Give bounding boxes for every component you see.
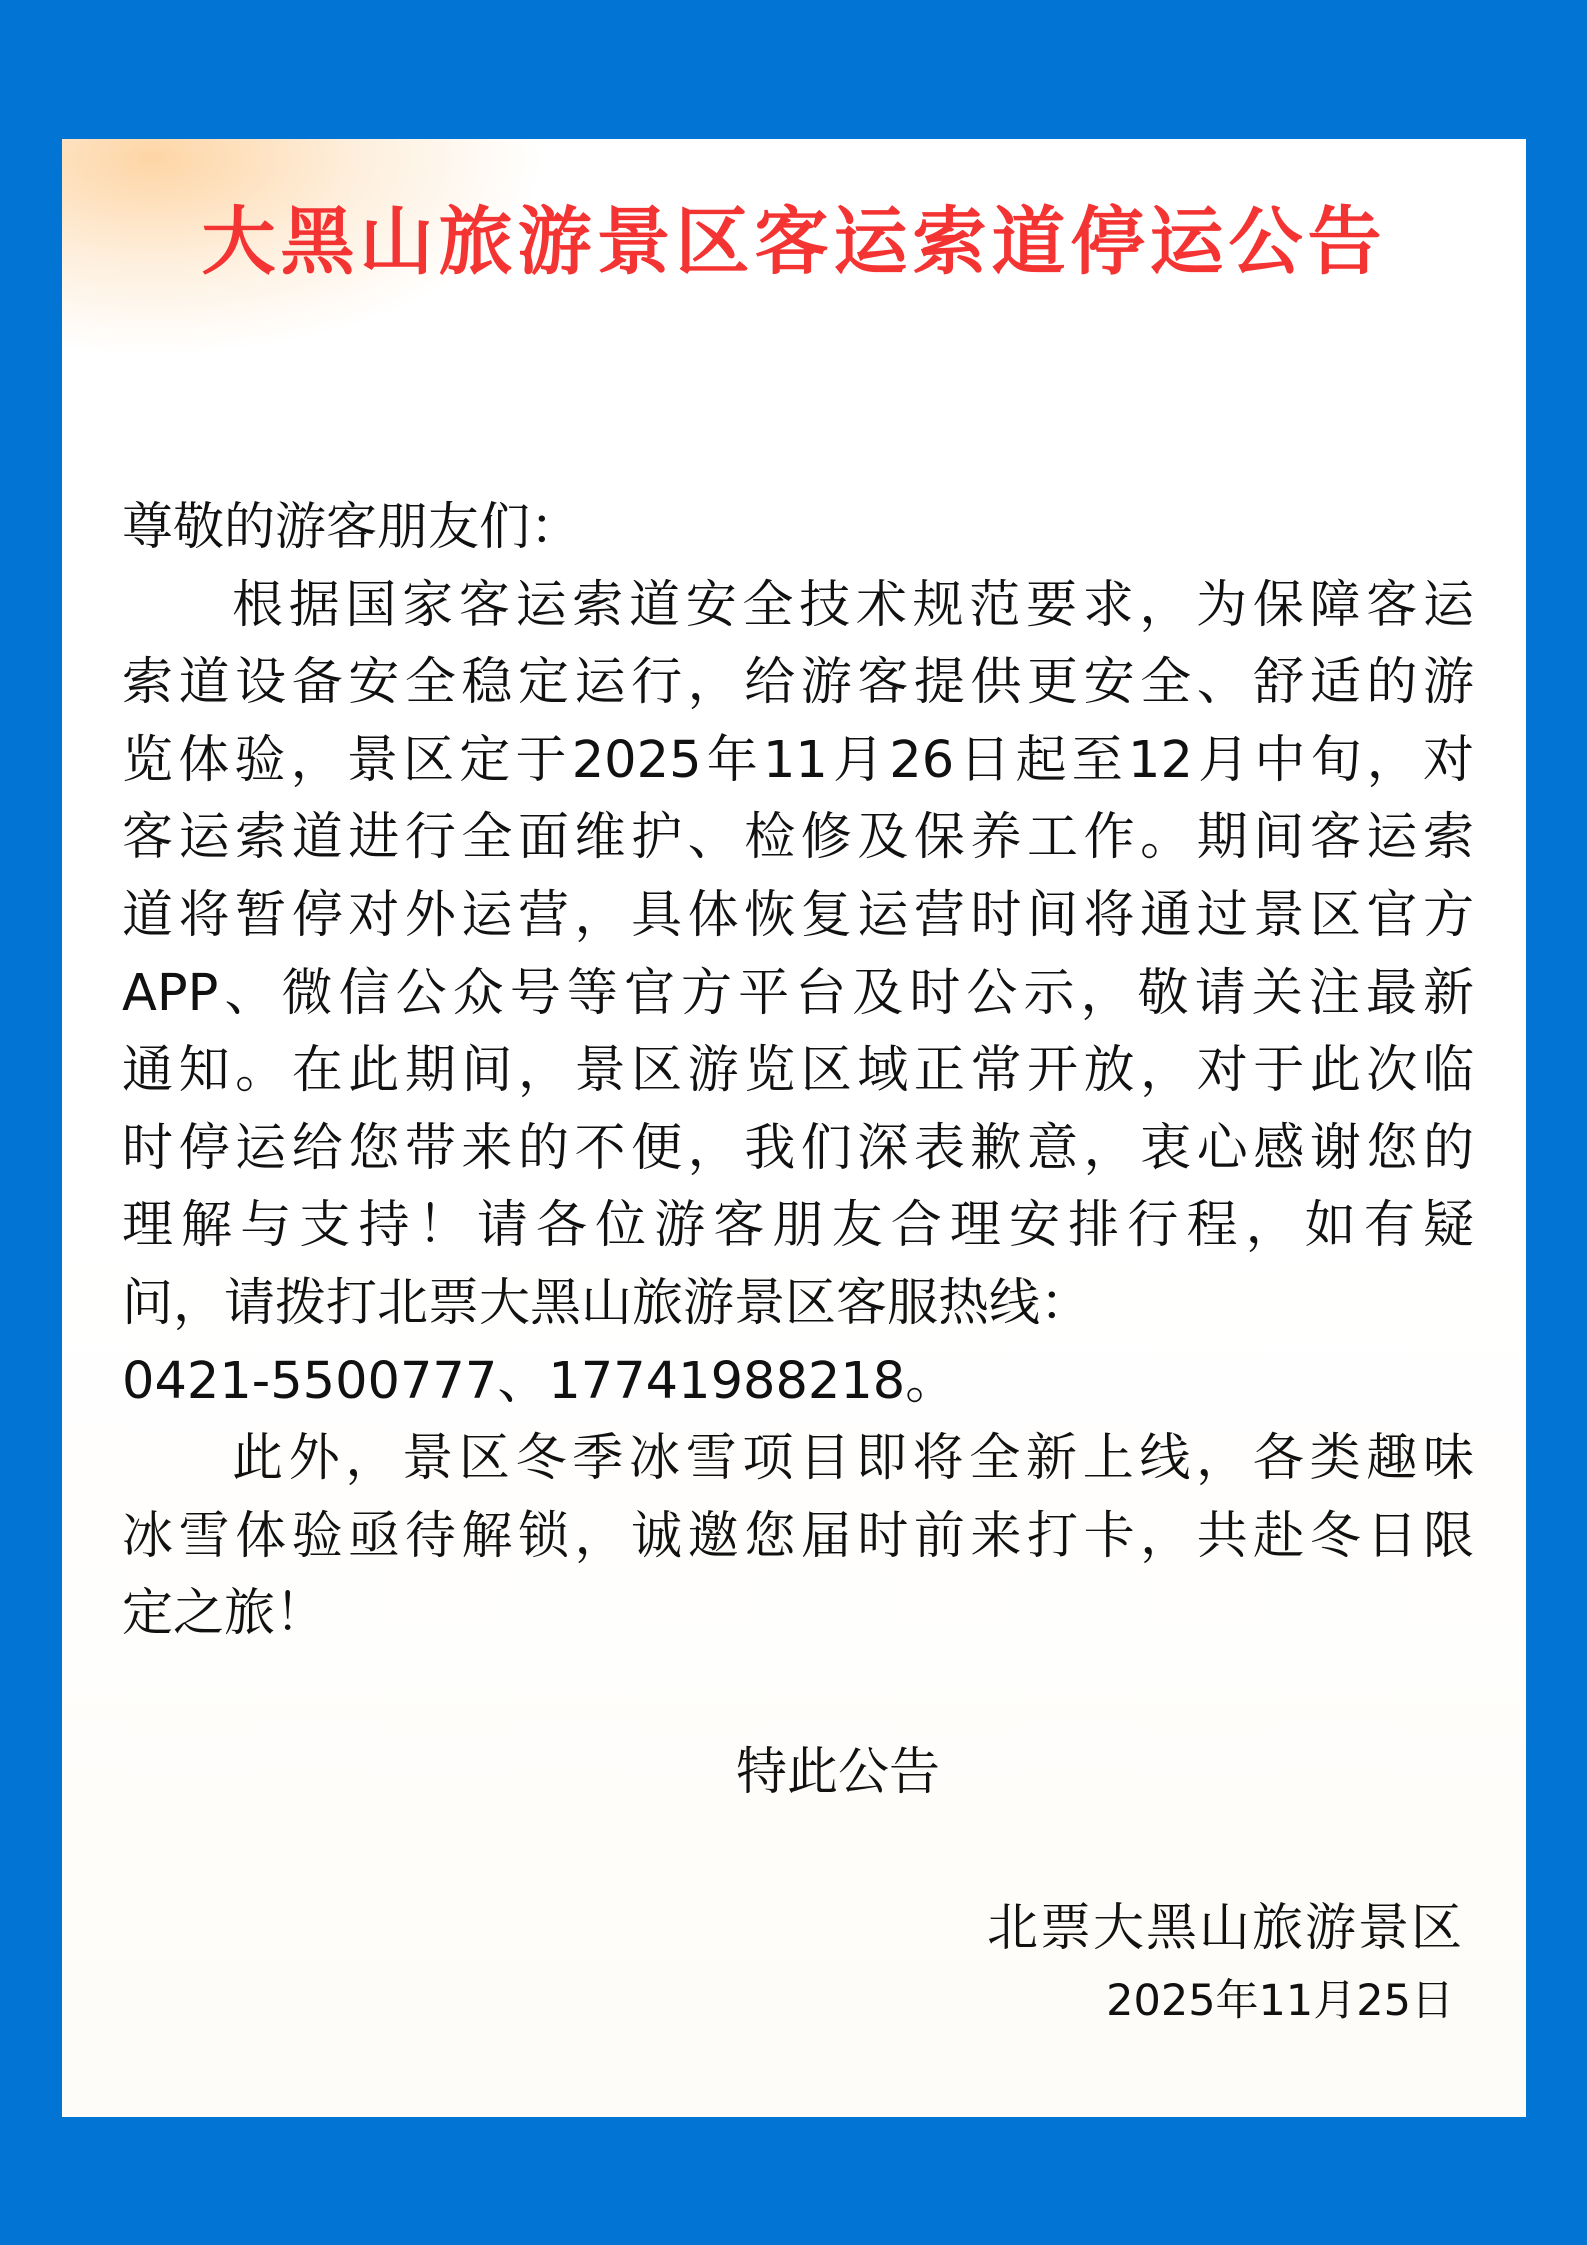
paragraph-line: 道将暂停对外运营，具体恢复运营时间将通过景区官方 [122,885,1474,945]
closing-remark: 特此公告 [736,1743,941,1802]
paragraph-line: 索道设备安全稳定运行，给游客提供更安全、舒适的游 [122,653,1474,713]
paragraph-line: 客运索道进行全面维护、检修及保养工作。期间客运索 [122,808,1474,868]
issuer-name: 北票大黑山旅游景区 [986,1899,1464,1958]
notice-title: 大黑山旅游景区客运索道停运公告 [201,199,1387,285]
salutation: 尊敬的游客朋友们： [122,498,582,557]
paragraph-line: 理解与支持！请各位游客朋友合理安排行程，如有疑 [122,1196,1474,1256]
paragraph-line: 览体验，景区定于2025年11月26日起至12月中旬，对 [122,730,1474,790]
paragraph-line: 冰雪体验亟待解锁，诚邀您届时前来打卡，共赴冬日限 [122,1506,1474,1566]
paragraph-2 [122,1420,1474,1653]
paragraph-line: 通知。在此期间，景区游览区域正常开放，对于此次临 [122,1041,1474,1101]
paragraph-line: 时停运给您带来的不便，我们深表歉意，衷心感谢您的 [122,1118,1474,1178]
paragraph-line: 此外，景区冬季冰雪项目即将全新上线，各类趣味 [232,1429,1474,1489]
issue-date: 2025年11月25日 [1106,1976,1454,2026]
paragraph-line: 根据国家客运索道安全技术规范要求，为保障客运 [232,575,1474,635]
paragraph-line: 定之旅！ [122,1584,327,1644]
notice-panel [62,139,1526,2117]
paragraph-line: 问，请拨打北票大黑山旅游景区客服热线： [122,1273,1092,1333]
notice-body [122,489,1474,1653]
paragraph-line: APP、微信公众号等官方平台及时公示，敬请关注最新 [122,963,1474,1023]
paragraph-1 [122,567,1474,1421]
hotline-numbers: 0421-5500777、17741988218。 [122,1351,957,1411]
